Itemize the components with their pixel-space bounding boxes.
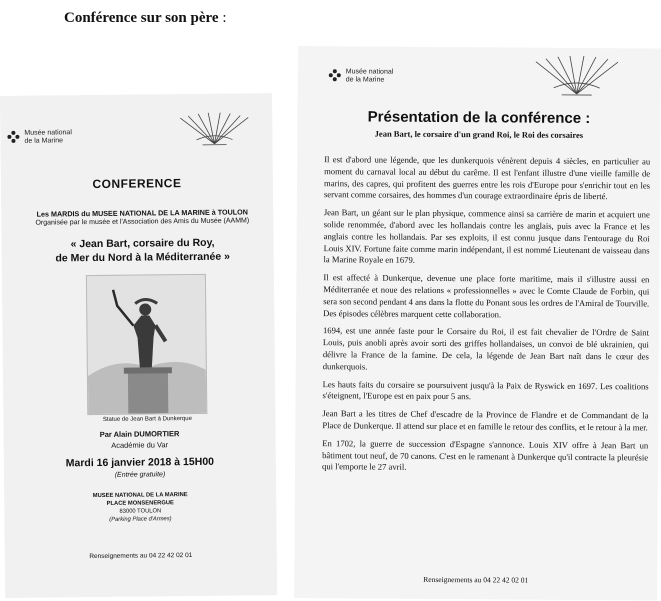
entry-note: (Entrée gratuite): [114, 471, 166, 479]
speaker-name: Par Alain DUMORTIER: [99, 429, 180, 439]
presentation-title: Présentation de la conférence :: [367, 108, 591, 128]
logo-line2: de la Marine: [24, 137, 64, 145]
conference-title-line2: de Mer du Nord à la Méditerranée »: [55, 250, 230, 265]
address-line2: PLACE MONSENERGUE: [106, 500, 174, 507]
page-heading-colon: :: [218, 10, 227, 26]
address-line1: MUSEE NATIONAL DE LA MARINE: [92, 492, 188, 500]
poster-title: CONFERENCE: [92, 176, 182, 192]
contact-info-right: Renseignements au 04 22 42 02 01: [423, 574, 529, 585]
logo-line1: Musée national: [345, 68, 394, 76]
presentation-subtitle: Jean Bart, le corsaire d'un grand Roi, le Roi des corsaires: [374, 128, 584, 140]
conference-poster: [0, 93, 277, 598]
museum-logo-icon: [328, 68, 342, 82]
address-line4: (Parking Place d'Armes): [109, 516, 172, 523]
anchor-emblem-icon: [532, 54, 622, 99]
paragraph: Jean Bart a les titres de Chef d'escadre de la Province de Flandre et de Commandant de la Place de Dunkerque. Il attend sur place et en famille le retour des conflits, et le retour à la mer.: [322, 408, 649, 433]
museum-logo: [6, 129, 72, 146]
museum-logo-icon: [6, 130, 20, 144]
paragraph: Il est d'abord une légende, que les dunkerquois vénèrent depuis 4 siècles, en particulier au moment du carnaval local au début du carême. Il est l'enfant illustre d'une vieille famille de marins, des capres, qui profitent des guerres entre les rois d'Europe pour s'enrichir tout en les servant comme corsaires, des hommes d'un courage extraordinaire épris de liberté.: [323, 154, 651, 202]
paragraph: Les hauts faits du corsaire se poursuivent jusqu'à la Paix de Ryswick en 1697. Les coalitions s'éteignent, l'Europe est en paix pour 5 ans.: [322, 378, 649, 402]
contact-info: Renseignements au 04 22 42 02 01: [89, 552, 193, 561]
anchor-emblem-icon: [176, 111, 252, 148]
paragraph: Jean Bart, un géant sur le plan physique, commence ainsi sa carrière de marin et acquiert une solide renommée, d'abord avec les hollandais contre les anglais, puis avec la France et les anglais contre les hollandais. Par ses exploits, il est connu jusque dans l'entourage du Roi Louis XIV. Fortune faite comme marin indépendant, il est nommé Lieutenant de vaisseau dans la Marine Royale en 1679.: [323, 207, 650, 266]
speaker-affiliation: Académie du Var: [111, 440, 169, 450]
organizer-line1: Les MARDIS du MUSEE NATIONAL DE LA MARINE à TOULON: [36, 207, 248, 219]
museum-logo-right: [328, 68, 394, 84]
logo-line1: Musée national: [24, 129, 72, 137]
conference-title: [11, 235, 273, 266]
address-line3: 83000 TOULON: [119, 508, 162, 515]
photo-caption: Statue de Jean Bart à Dunkerque: [102, 416, 192, 423]
presentation-body: [322, 154, 650, 481]
paragraph: Il est affecté à Dunkerque, devenue une place forte maritime, mais il s'illustre aussi en Méditerranée et noue des relations « professionnelles » avec le Comte Claude de Forbin, qui sera son second pendant 4 ans dans la flotte du Ponant sous les ordres de l'Amiral de Tourville. Des épisodes célèbres marquent cette collaboration.: [323, 272, 650, 319]
organizer-line2: Organisée par le musée et l'Association des Amis du Musée (AAMM): [35, 217, 250, 227]
statue-photo: [86, 274, 207, 415]
conference-title-line1: « Jean Bart, corsaire du Roy,: [70, 236, 215, 251]
logo-line2: de la Marine: [345, 76, 385, 84]
statue-image: [87, 275, 206, 414]
event-date: Mardi 16 janvier 2018 à 15H00: [65, 455, 215, 470]
paragraph: En 1702, la guerre de succession d'Espagne s'annonce. Louis XIV offre à Jean Bart un bâtiment tout neuf, de 70 canons. C'est en le ramenant à Dunkerque qu'il contracte la pleurésie qui l'emporte le 27 avril.: [322, 437, 649, 473]
page-heading: [64, 10, 227, 27]
page-heading-text: Conférence sur son père: [64, 10, 219, 26]
paragraph: 1694, est une année faste pour le Corsaire du Roi, il est fait chevalier de l'Ordre de Saint Louis, puis anobli après avoir sorti des griffes hollandaises, un convoi de blé ukrainien, qui délivre la France de la famine. De cela, la légende de Jean Bart naît dans le cœur des dunkerquois.: [322, 325, 650, 372]
conference-presentation: [294, 46, 661, 601]
